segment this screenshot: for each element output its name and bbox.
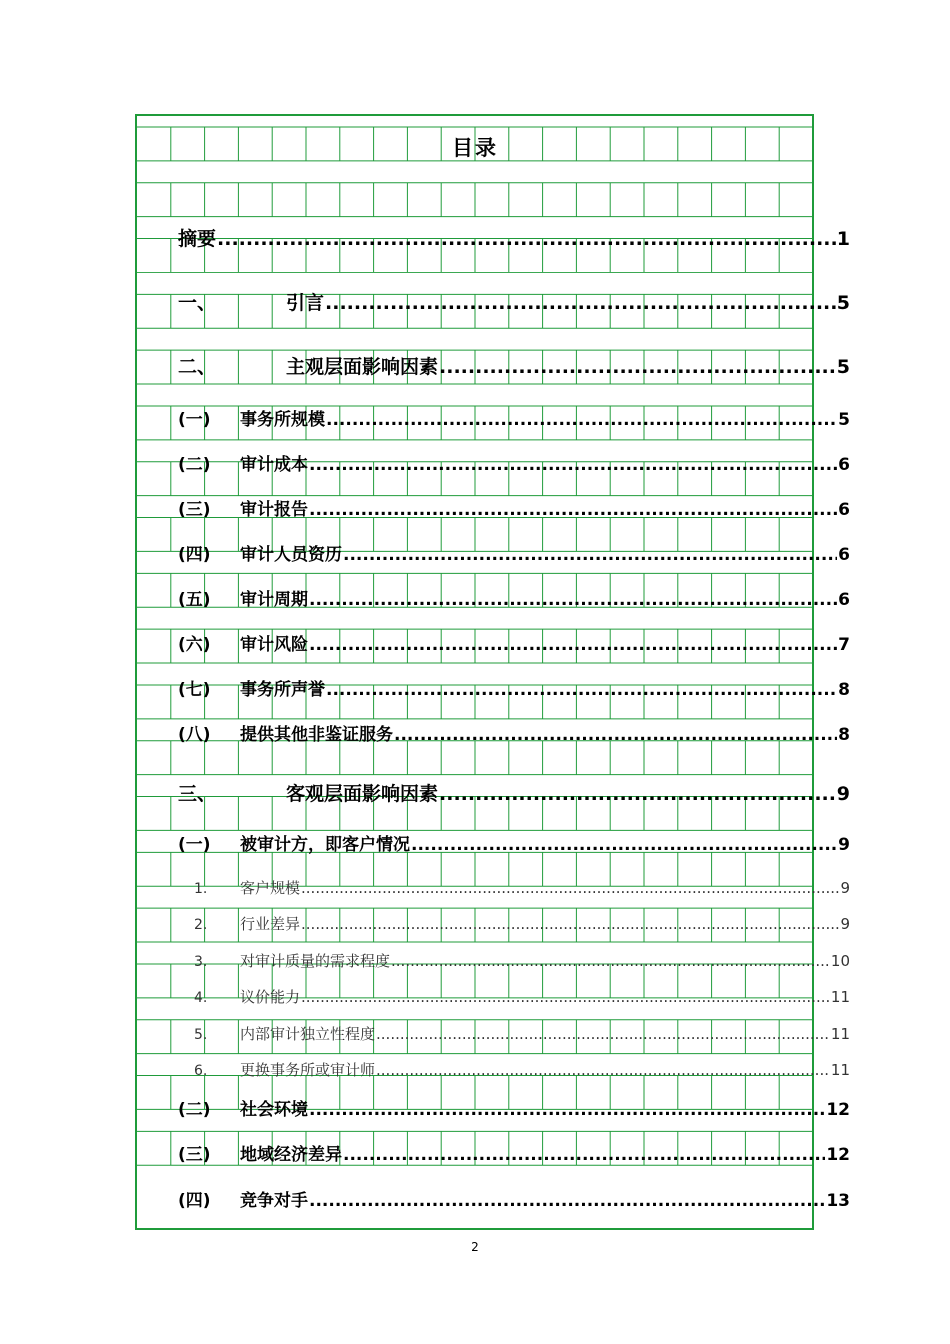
toc-entry-number: (二) bbox=[178, 1100, 211, 1120]
toc-entry[interactable] bbox=[194, 986, 850, 1007]
toc-leader-dots bbox=[391, 952, 830, 970]
toc-entry-page: 5 bbox=[836, 292, 850, 314]
toc-leader-dots bbox=[376, 1025, 830, 1043]
toc-leader-dots bbox=[217, 228, 836, 250]
toc-entry-page: 6 bbox=[838, 545, 850, 565]
toc-entry[interactable] bbox=[194, 950, 850, 971]
toc-entry-page: 9 bbox=[840, 915, 850, 933]
toc-entry-number: (二) bbox=[178, 455, 211, 475]
toc-entry-text: 社会环境 bbox=[240, 1100, 308, 1120]
toc-entry-text: 事务所规模 bbox=[240, 410, 325, 430]
toc-entry-subjective[interactable] bbox=[178, 352, 850, 379]
toc-entry[interactable] bbox=[178, 720, 850, 745]
toc-entry-number: (四) bbox=[178, 545, 211, 565]
toc-entry-page: 9 bbox=[840, 879, 850, 897]
toc-leader-dots bbox=[439, 356, 836, 378]
toc-entry-page: 13 bbox=[826, 1191, 850, 1211]
toc-entry-text: 议价能力 bbox=[240, 988, 301, 1006]
toc-entry-abstract[interactable] bbox=[178, 224, 850, 251]
toc-leader-dots bbox=[343, 545, 837, 565]
toc-entry-page: 11 bbox=[830, 1061, 850, 1079]
toc-entry[interactable] bbox=[178, 630, 850, 655]
toc-entry-page: 5 bbox=[838, 410, 850, 430]
toc-entry-page: 7 bbox=[838, 635, 850, 655]
toc-entry-number: (五) bbox=[178, 590, 211, 610]
toc-entry-number: (六) bbox=[178, 635, 211, 655]
toc-entry-text: 审计报告 bbox=[240, 500, 308, 520]
toc-entry-number: 1. bbox=[194, 881, 208, 897]
toc-entry-number: (七) bbox=[178, 680, 211, 700]
toc-leader-dots bbox=[325, 292, 836, 314]
toc-entry-number: 二、 bbox=[178, 356, 217, 378]
toc-entry-text: 行业差异 bbox=[240, 915, 301, 933]
toc-entry[interactable] bbox=[178, 675, 850, 700]
toc-entry-text: 摘要 bbox=[178, 228, 217, 250]
toc-entry-page: 12 bbox=[826, 1100, 850, 1120]
toc-leader-dots bbox=[301, 915, 839, 933]
toc-entry-text: 主观层面影响因素 bbox=[286, 356, 439, 378]
toc-entry[interactable] bbox=[178, 585, 850, 610]
toc-entry-text: 客户规模 bbox=[240, 879, 301, 897]
toc-entry-text: 事务所声誉 bbox=[240, 680, 325, 700]
toc-entry-text: 对审计质量的需求程度 bbox=[240, 952, 391, 970]
toc-entry-objective[interactable] bbox=[178, 779, 850, 806]
toc-entry-page: 5 bbox=[836, 356, 850, 378]
toc-entry-number: 3. bbox=[194, 954, 208, 970]
toc-entry[interactable] bbox=[194, 1059, 850, 1080]
toc-entry-page: 8 bbox=[838, 725, 850, 745]
toc-leader-dots bbox=[309, 635, 837, 655]
toc-entry[interactable] bbox=[178, 830, 850, 855]
toc-entry[interactable] bbox=[194, 1023, 850, 1044]
toc-entry-text: 审计人员资历 bbox=[240, 545, 342, 565]
toc-entry[interactable] bbox=[194, 877, 850, 898]
toc-leader-dots bbox=[309, 1191, 825, 1211]
toc-entry-text: 客观层面影响因素 bbox=[286, 783, 439, 805]
toc-title: 目录 bbox=[452, 136, 498, 160]
toc-entry[interactable] bbox=[178, 405, 850, 430]
toc-leader-dots bbox=[411, 835, 837, 855]
toc-leader-dots bbox=[309, 455, 837, 475]
page-number: 2 bbox=[471, 1240, 479, 1254]
toc-entry-number: 4. bbox=[194, 990, 208, 1006]
toc-leader-dots bbox=[326, 410, 837, 430]
toc-entry-text: 引言 bbox=[286, 292, 325, 314]
toc-leader-dots bbox=[309, 500, 837, 520]
toc-entry[interactable] bbox=[178, 450, 850, 475]
toc-entry-text: 审计风险 bbox=[240, 635, 308, 655]
toc-entry-page: 8 bbox=[838, 680, 850, 700]
toc-entry-page: 11 bbox=[830, 988, 850, 1006]
toc-entry-page: 1 bbox=[836, 228, 850, 250]
toc-entry-text: 地域经济差异 bbox=[240, 1145, 342, 1165]
toc-leader-dots bbox=[326, 680, 837, 700]
toc-entry-number: (一) bbox=[178, 835, 211, 855]
toc-entry-number: 2. bbox=[194, 917, 208, 933]
toc-entry-text: 更换事务所或审计师 bbox=[240, 1061, 376, 1079]
toc-entry[interactable] bbox=[178, 1186, 850, 1211]
toc-entry-page: 10 bbox=[830, 952, 850, 970]
toc-entry-text: 被审计方，即客户情况 bbox=[240, 835, 410, 855]
toc-entry-number: 一、 bbox=[178, 292, 217, 314]
toc-leader-dots bbox=[309, 1100, 825, 1120]
toc-entry-page: 6 bbox=[838, 590, 850, 610]
toc-entry-page: 12 bbox=[826, 1145, 850, 1165]
toc-entry-text: 提供其他非鉴证服务 bbox=[240, 725, 393, 745]
toc-entry-page: 9 bbox=[836, 783, 850, 805]
toc-leader-dots bbox=[439, 783, 836, 805]
toc-entry-page: 9 bbox=[838, 835, 850, 855]
toc-entry[interactable] bbox=[178, 1140, 850, 1165]
toc-entry[interactable] bbox=[178, 1095, 850, 1120]
toc-entry-text: 审计成本 bbox=[240, 455, 308, 475]
toc-leader-dots bbox=[301, 988, 830, 1006]
toc-entry-text: 竞争对手 bbox=[240, 1191, 308, 1211]
toc-entry-number: 三、 bbox=[178, 783, 217, 805]
toc-entry-number: (三) bbox=[178, 1145, 211, 1165]
toc-entry-page: 11 bbox=[830, 1025, 850, 1043]
toc-entry[interactable] bbox=[178, 540, 850, 565]
toc-entry-number: 5. bbox=[194, 1027, 208, 1043]
toc-entry[interactable] bbox=[178, 495, 850, 520]
toc-entry-number: (三) bbox=[178, 500, 211, 520]
toc-leader-dots bbox=[301, 879, 839, 897]
toc-entry-page: 6 bbox=[838, 500, 850, 520]
toc-leader-dots bbox=[394, 725, 837, 745]
toc-entry-intro[interactable] bbox=[178, 288, 850, 315]
toc-entry-text: 内部审计独立性程度 bbox=[240, 1025, 376, 1043]
toc-entry-number: (一) bbox=[178, 410, 211, 430]
toc-entry-page: 6 bbox=[838, 455, 850, 475]
toc-leader-dots bbox=[343, 1145, 825, 1165]
toc-entry-text: 审计周期 bbox=[240, 590, 308, 610]
toc-entry-number: (八) bbox=[178, 725, 211, 745]
toc-leader-dots bbox=[376, 1061, 830, 1079]
toc-entry[interactable] bbox=[194, 913, 850, 934]
toc-entry-number: (四) bbox=[178, 1191, 211, 1211]
toc-leader-dots bbox=[309, 590, 837, 610]
toc-entry-number: 6. bbox=[194, 1063, 208, 1079]
